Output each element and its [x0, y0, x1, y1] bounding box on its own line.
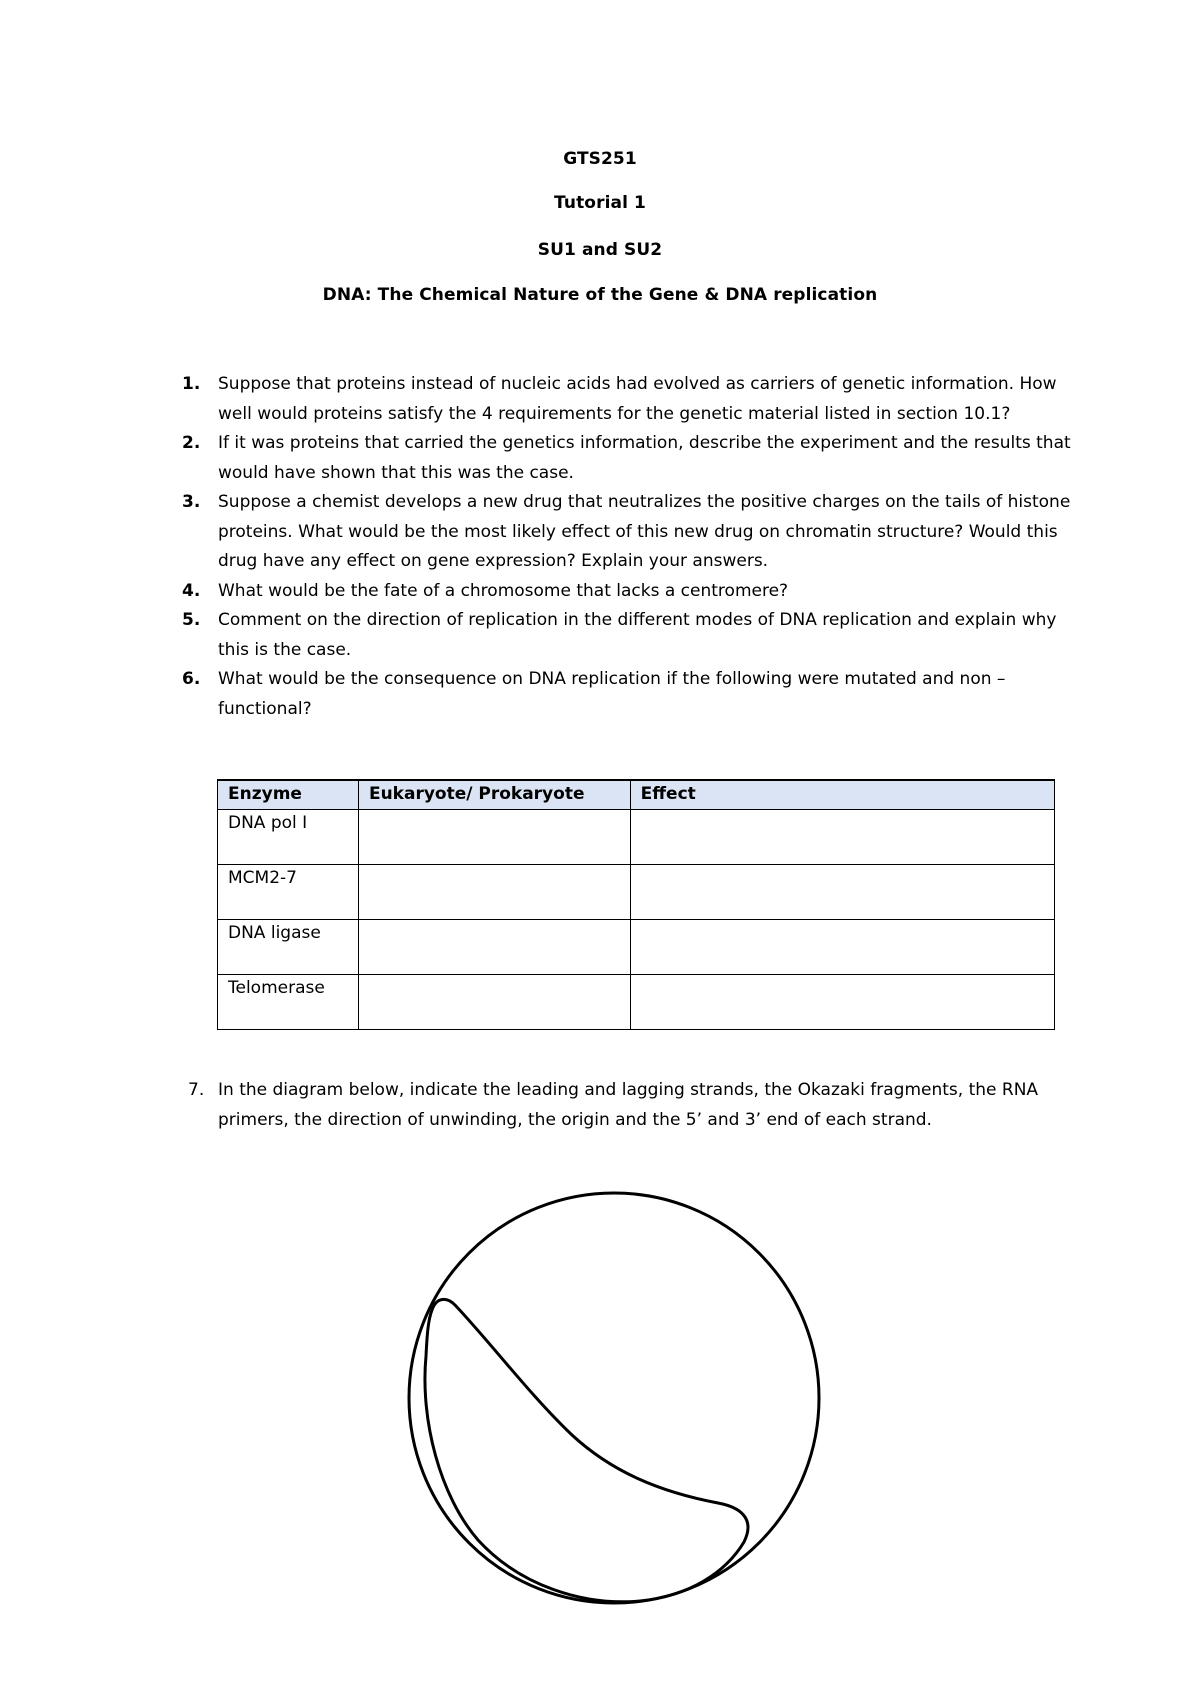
question-text: In the diagram below, indicate the leading and lagging strands, the Okazaki fragments, the RNA primers, the direction of unwinding, the origin and the 5’ and 3’ end of each strand. — [218, 1080, 1039, 1130]
inner-dna-strand — [425, 1299, 748, 1601]
question-number: 3. — [182, 492, 201, 512]
enzyme-cell: DNA pol I — [218, 810, 359, 865]
course-code: GTS251 — [563, 149, 637, 169]
tutorial-title: Tutorial 1 — [554, 193, 646, 213]
enzyme-cell: Telomerase — [218, 975, 359, 1030]
question-number: 6. — [182, 669, 201, 689]
question-number: 5. — [182, 610, 201, 630]
study-units: SU1 and SU2 — [537, 240, 663, 260]
outer-dna-strand — [409, 1193, 819, 1603]
question-text: Suppose that proteins instead of nucleic acids had evolved as carriers of genetic information. How well would proteins satisfy the 4 requirements for the genetic material listed in section 10.1? — [218, 374, 1057, 424]
column-header-organism: Eukaryote/ Prokaryote — [358, 780, 630, 810]
question-text: What would be the consequence on DNA replication if the following were mutated and non –functional? — [218, 669, 1006, 719]
question-text: Suppose a chemist develops a new drug that neutralizes the positive charges on the tails of histone proteins. What would be the most likely effect of this new drug on chromatin structure? Would this drug have any effect on gene expression? Explain your answers. — [218, 492, 1071, 571]
question-number: 7. — [188, 1080, 205, 1100]
question-number: 2. — [182, 433, 201, 453]
question-text: If it was proteins that carried the genetics information, describe the experiment and the results that would have shown that this was the case. — [218, 433, 1071, 483]
question-number: 1. — [182, 374, 201, 394]
document-title: DNA: The Chemical Nature of the Gene & DNA replication — [322, 285, 878, 305]
question-number: 4. — [182, 580, 201, 601]
question-text: Comment on the direction of replication in the different modes of DNA replication and explain why this is the case. — [218, 610, 1057, 660]
enzyme-cell: DNA ligase — [218, 920, 359, 975]
column-header-effect: Effect — [630, 780, 1054, 810]
enzyme-cell: MCM2-7 — [218, 865, 359, 920]
question-text: What would be the fate of a chromosome that lacks a centromere? — [218, 580, 789, 601]
column-header-enzyme: Enzyme — [218, 780, 359, 810]
